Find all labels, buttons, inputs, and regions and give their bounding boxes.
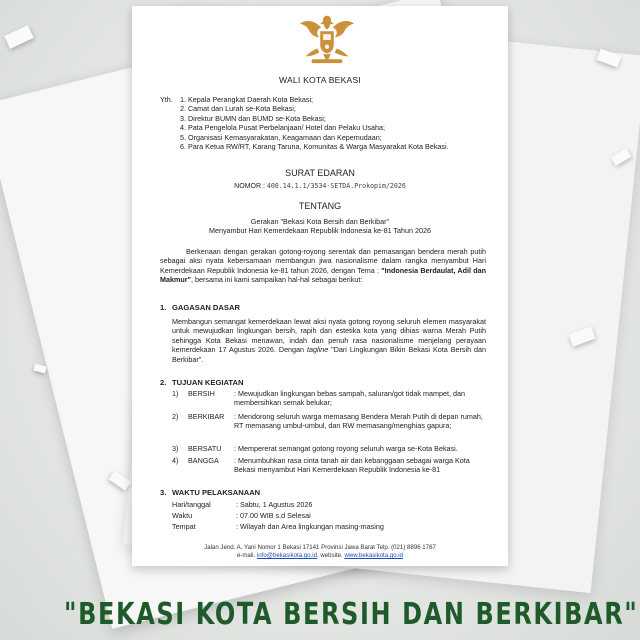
- goal-number: 1): [172, 389, 179, 398]
- document-footer: [132, 544, 508, 560]
- section-2-heading: [160, 378, 243, 387]
- recipient-item: 4. Pata Pengelola Pusat Perbelanjaan/ Hotel dan Pelaku Usaha;: [180, 123, 385, 133]
- document-number: [132, 182, 508, 191]
- footer-web-label: , website.: [317, 552, 343, 559]
- goal-key: BERKIBAR: [188, 412, 225, 421]
- schedule-value: : Sabtu, 1 Agustus 2026: [236, 500, 313, 509]
- recipients-label: Yth.: [160, 95, 173, 104]
- intro-text-part-2: , bersama ini kami sampaikan hal-hal sebagai berikut:: [190, 275, 363, 285]
- recipient-item: 5. Organisasi Kemasyarakatan, Keagamaan dan Kepemudaan;: [180, 132, 382, 142]
- footer-web-link[interactable]: www.bekasikota.go.id: [344, 552, 404, 559]
- section-title: TUJUAN KEGIATAN: [172, 378, 244, 387]
- recipient-item: 3. Direktur BUMN dan BUMD se-Kota Bekasi;: [180, 113, 326, 123]
- section-1-paragraph: [172, 317, 486, 364]
- section-3-heading: [160, 488, 260, 497]
- footer-address: Jalan Jend. A. Yani Nomor 1 Bekasi 17141 Provinsi Jawa Barat Telp. (021) 8896 1767: [204, 544, 436, 551]
- subject-line-2: Menyambut Hari Kemerdekaan Republik Indonesia ke-81 Tahun 2026: [208, 226, 432, 236]
- goal-description: : Menumbuhkan rasa cinta tanah air dan kebanggaan sebagai warga Kota Bekasi menyambut Hari Kemerdekaan Republik Indonesia ke-81: [234, 456, 470, 475]
- goal-description: : Mewujudkan lingkungan bebas sampah, saluran/got tidak mampet, dan membersihkan semak belukar;: [234, 389, 465, 408]
- document-type: SURAT EDARAN: [285, 168, 355, 178]
- goal-description: : Mendorong seluruh warga memasang Bendera Merah Putih di depan rumah, RT memasang umbul-umbul, dan RW memasang/menghias gapura;: [234, 412, 483, 431]
- goal-key: BERSATU: [188, 444, 222, 453]
- section-number: 3.: [160, 488, 167, 497]
- schedule-key: Hari/tanggal: [172, 500, 211, 509]
- goal-description: : Mempererat semangat gotong royong seluruh warga se-Kota Bekasi.: [234, 444, 458, 453]
- footer-email-link[interactable]: info@bekasikota.go.id: [256, 552, 317, 559]
- footer-contact: [132, 552, 508, 560]
- goal-key: BANGGA: [188, 456, 219, 465]
- intro-theme: "Indonesia Berdaulat, Adil dan Makmur": [160, 265, 486, 285]
- section-1-heading: [160, 303, 240, 312]
- section-number: 1.: [160, 303, 167, 312]
- section-1-tagline-word: tagline: [307, 345, 329, 355]
- about-heading: TENTANG: [298, 201, 342, 211]
- footer-email-label: e-mail.: [236, 552, 256, 559]
- document-number-label: NOMOR :: [234, 183, 265, 190]
- recipient-item: 6. Para Ketua RW/RT, Karang Taruna, Komunitas & Warga Masyarakat Kota Bekasi.: [180, 142, 449, 152]
- schedule-value: : Wilayah dan Area lingkungan masing-masing: [236, 522, 384, 531]
- issuer-title: WALI KOTA BEKASI: [279, 75, 361, 85]
- intro-paragraph: [160, 247, 486, 285]
- subject-line-1: Gerakan "Bekasi Kota Bersih dan Berkibar": [250, 217, 390, 226]
- goal-number: 2): [172, 412, 179, 421]
- goal-number: 3): [172, 444, 179, 453]
- recipient-item: 1. Kepala Perangkat Daerah Kota Bekasi;: [180, 95, 314, 104]
- schedule-key: Waktu: [172, 511, 193, 520]
- subject: [132, 217, 508, 236]
- goal-key: BERSIH: [188, 389, 215, 398]
- goal-number: 4): [172, 456, 179, 465]
- recipient-item: 2. Camat dan Lurah se-Kota Bekasi;: [180, 104, 296, 114]
- schedule-key: Tempat: [172, 522, 196, 531]
- garuda-pancasila-emblem-icon: [298, 10, 356, 68]
- intro-text-part-1: Berkenaan dengan gerakan gotong-royong serentak dan pemasangan bendera merah putih sebagai aksi nyata kebersamaan membangun jiwa nasionalisme dalam rangka menyambut Hari Kemerdekaan Republik Indonesia ke-81 tahun 2026, dengan Tema :: [160, 247, 486, 275]
- schedule-value: : 07.00 WIB s.d Selesai: [236, 511, 311, 520]
- circular-letter-document: [132, 6, 508, 566]
- recipients-list: [180, 95, 500, 151]
- campaign-slogan: "BEKASI KOTA BERSIH DAN BERKIBAR": [64, 597, 639, 632]
- section-title: WAKTU PELAKSANAAN: [172, 488, 261, 497]
- document-number-value: 400.14.1.1/3534-SETDA.Prokopim/2026: [266, 182, 406, 190]
- section-number: 2.: [160, 378, 167, 387]
- section-1-text-part-1: Membangun semangat kemerdekaan lewat aksi nyata gotong royong seluruh elemen masyarakat untuk mewujudkan lingkungan bersih, rapih dan estetika kota yang dihias warna Merah Putih sehingga Kota Bekasi menawan, indah dan penuh rasa nasionalisme menjelang perayaan kemerdekaan 17 Agustus 2026. Dengan: [172, 317, 486, 355]
- section-title: GAGASAN DASAR: [172, 303, 240, 312]
- section-1-text-part-2: "Dari Lingkungan Bikin Bekasi Kota Bersih dan Berkibar".: [172, 345, 487, 364]
